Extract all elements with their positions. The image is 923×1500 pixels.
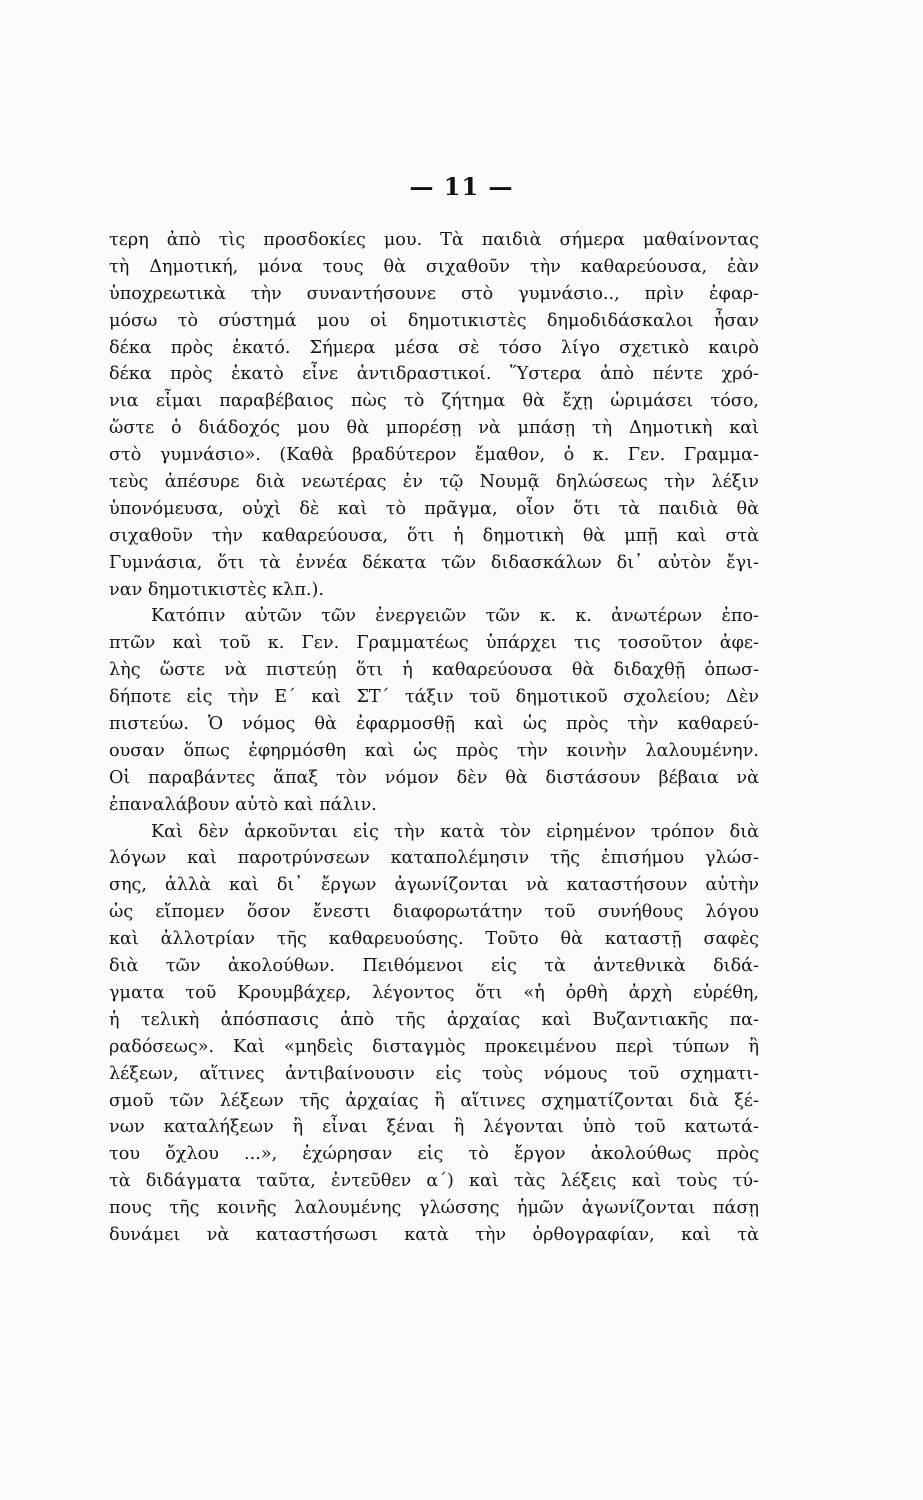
text-line: Κατόπιν αὐτῶν τῶν ἐνεργειῶν τῶν κ. κ. ἀνωτέρων ἐπο- bbox=[151, 606, 759, 627]
text-line: τὰ διδάγματα ταῦτα, ἐντεῦθεν α΄) καὶ τὰς λέξεις καὶ τοὺς τύ- bbox=[109, 1171, 759, 1192]
text-line: πτῶν καὶ τοῦ κ. Γεν. Γραμματέως ὑπάρχει τις τοσοῦτον ἀφε- bbox=[109, 633, 759, 654]
text-line: ὑποχρεωτικὰ τὴν συναντήσουνε στὸ γυμνάσιο.., πρὶν ἐφαρ- bbox=[109, 283, 759, 304]
text-line: ὑπονόμευσα, οὐχὶ δὲ καὶ τὸ πρᾶγμα, οἷον ὅτι τὰ παιδιὰ θὰ bbox=[109, 498, 759, 519]
text-line: Καὶ δὲν ἀρκοῦνται εἰς τὴν κατὰ τὸν εἰρημένον τρόπον διὰ bbox=[151, 821, 759, 842]
text-line: τεὺς ἀπέσυρε διὰ νεωτέρας ἐν τῷ Νουμᾷ δηλώσεως τὴν λέξιν bbox=[109, 472, 759, 493]
text-line: λὴς ὥστε νὰ πιστεύῃ ὅτι ἡ καθαρεύουσα θὰ διδαχθῇ ὁπωσ- bbox=[109, 660, 759, 681]
body-text bbox=[109, 227, 759, 1249]
text-line: γματα τοῦ Κρουμβάχερ, λέγοντος ὅτι «ἡ ὀρθὴ ἀρχὴ εὑρέθη, bbox=[109, 982, 759, 1003]
text-line: ἐπαναλάβουν αὐτὸ καὶ πάλιν. bbox=[109, 794, 377, 815]
text-line: στὸ γυμνάσιο». (Καθὰ βραδύτερον ἔμαθον, ὁ κ. Γεν. Γραμμα- bbox=[109, 445, 759, 466]
text-line: ἡ τελικὴ ἀπόσπασις ἀπὸ τῆς ἀρχαίας καὶ Βυζαντιακῆς πα- bbox=[109, 1009, 759, 1030]
text-line: του ὄχλου ...», ἐχώρησαν εἰς τὸ ἔργον ἀκολούθως πρὸς bbox=[109, 1144, 759, 1165]
text-line: δυνάμει νὰ καταστήσωσι κατὰ τὴν ὀρθογραφίαν, καὶ τὰ bbox=[109, 1224, 759, 1245]
text-line: σης, ἀλλὰ καὶ δι᾽ ἔργων ἀγωνίζονται νὰ καταστήσουν αὐτὴν bbox=[109, 875, 759, 896]
text-line: Γυμνάσια, ὅτι τὰ ἐννέα δέκατα τῶν διδασκάλων δι᾽ αὐτὸν ἔγι- bbox=[109, 552, 759, 573]
text-line: μόσω τὸ σύστημά μου οἱ δημοτικιστὲς δημοδιδάσκαλοι ἦσαν bbox=[109, 310, 759, 331]
text-line: τερη ἀπὸ τὶς προσδοκίες μου. Τὰ παιδιὰ σήμερα μαθαίνοντας bbox=[109, 230, 759, 250]
text-line: ὥστε ὁ διάδοχός μου θὰ μπορέσῃ νὰ μπάσῃ τὴ Δημοτικὴ καὶ bbox=[109, 418, 759, 439]
text-line: σμοῦ τῶν λέξεων τῆς ἀρχαίας ἢ αἵτινες σχηματίζονται διὰ ξέ- bbox=[109, 1090, 759, 1111]
text-line: πους τῆς κοινῆς λαλουμένης γλώσσης ἡμῶν ἀγωνίζονται πάσῃ bbox=[109, 1198, 759, 1219]
page-number: — 11 — bbox=[409, 172, 514, 201]
text-line: ναν δημοτικιστὲς κλπ.). bbox=[109, 579, 324, 600]
text-line: ραδόσεως». Καὶ «μηδεὶς δισταγμὸς προκειμένου περὶ τύπων ἢ bbox=[109, 1036, 759, 1057]
text-line: δήποτε εἰς τὴν Ε΄ καὶ ΣΤ΄ τάξιν τοῦ δημοτικοῦ σχολείου; Δὲν bbox=[109, 687, 759, 708]
text-line: λόγων καὶ παροτρύνσεων καταπολέμησιν τῆς ἐπισήμου γλώσ- bbox=[109, 848, 759, 869]
text-line: διὰ τῶν ἀκολούθων. Πειθόμενοι εἰς τὰ ἀντεθνικὰ διδά- bbox=[109, 956, 759, 977]
text-line: νια εἶμαι παραβέβαιος πὼς τὸ ζήτημα θὰ ἔχῃ ὡριμάσει τόσο, bbox=[109, 391, 759, 412]
text-line: λέξεων, αἵτινες ἀντιβαίνουσιν εἰς τοὺς νόμους τοῦ σχηματι- bbox=[109, 1063, 759, 1084]
text-line: δέκα πρὸς ἑκατό. Σήμερα μέσα σὲ τόσο λίγο σχετικὸ καιρὸ bbox=[109, 337, 759, 358]
text-line: σιχαθοῦν τὴν καθαρεύουσα, ὅτι ἡ δημοτικὴ θὰ μπῇ καὶ στὰ bbox=[109, 525, 759, 546]
text-line: νων καταλήξεων ἢ εἶναι ξέναι ἢ λέγονται ὑπὸ τοῦ κατωτά- bbox=[109, 1117, 759, 1138]
text-line: πιστεύω. Ὁ νόμος θὰ ἐφαρμοσθῇ καὶ ὡς πρὸς τὴν καθαρεύ- bbox=[109, 714, 759, 735]
text-line: καὶ ἀλλοτρίαν τῆς καθαρευούσης. Τοῦτο θὰ καταστῇ σαφὲς bbox=[109, 929, 759, 950]
text-line: ουσαν ὅπως ἐφηρμόσθη καὶ ὡς πρὸς τὴν κοινὴν λαλουμένην. bbox=[109, 740, 759, 761]
text-line: τὴ Δημοτική, μόνα τους θὰ σιχαθοῦν τὴν καθαρεύουσα, ἐὰν bbox=[109, 256, 759, 277]
text-line: Οἱ παραβάντες ἅπαξ τὸν νόμον δὲν θὰ διστάσουν βέβαια νὰ bbox=[109, 767, 759, 788]
text-line: δέκα πρὸς ἑκατὸ εἶνε ἀντιδραστικοί. Ὕστερα ἀπὸ πέντε χρό- bbox=[109, 364, 759, 385]
text-line: ὡς εἴπομεν ὅσον ἔνεστι διαφορωτάτην τοῦ συνήθους λόγου bbox=[109, 902, 759, 923]
